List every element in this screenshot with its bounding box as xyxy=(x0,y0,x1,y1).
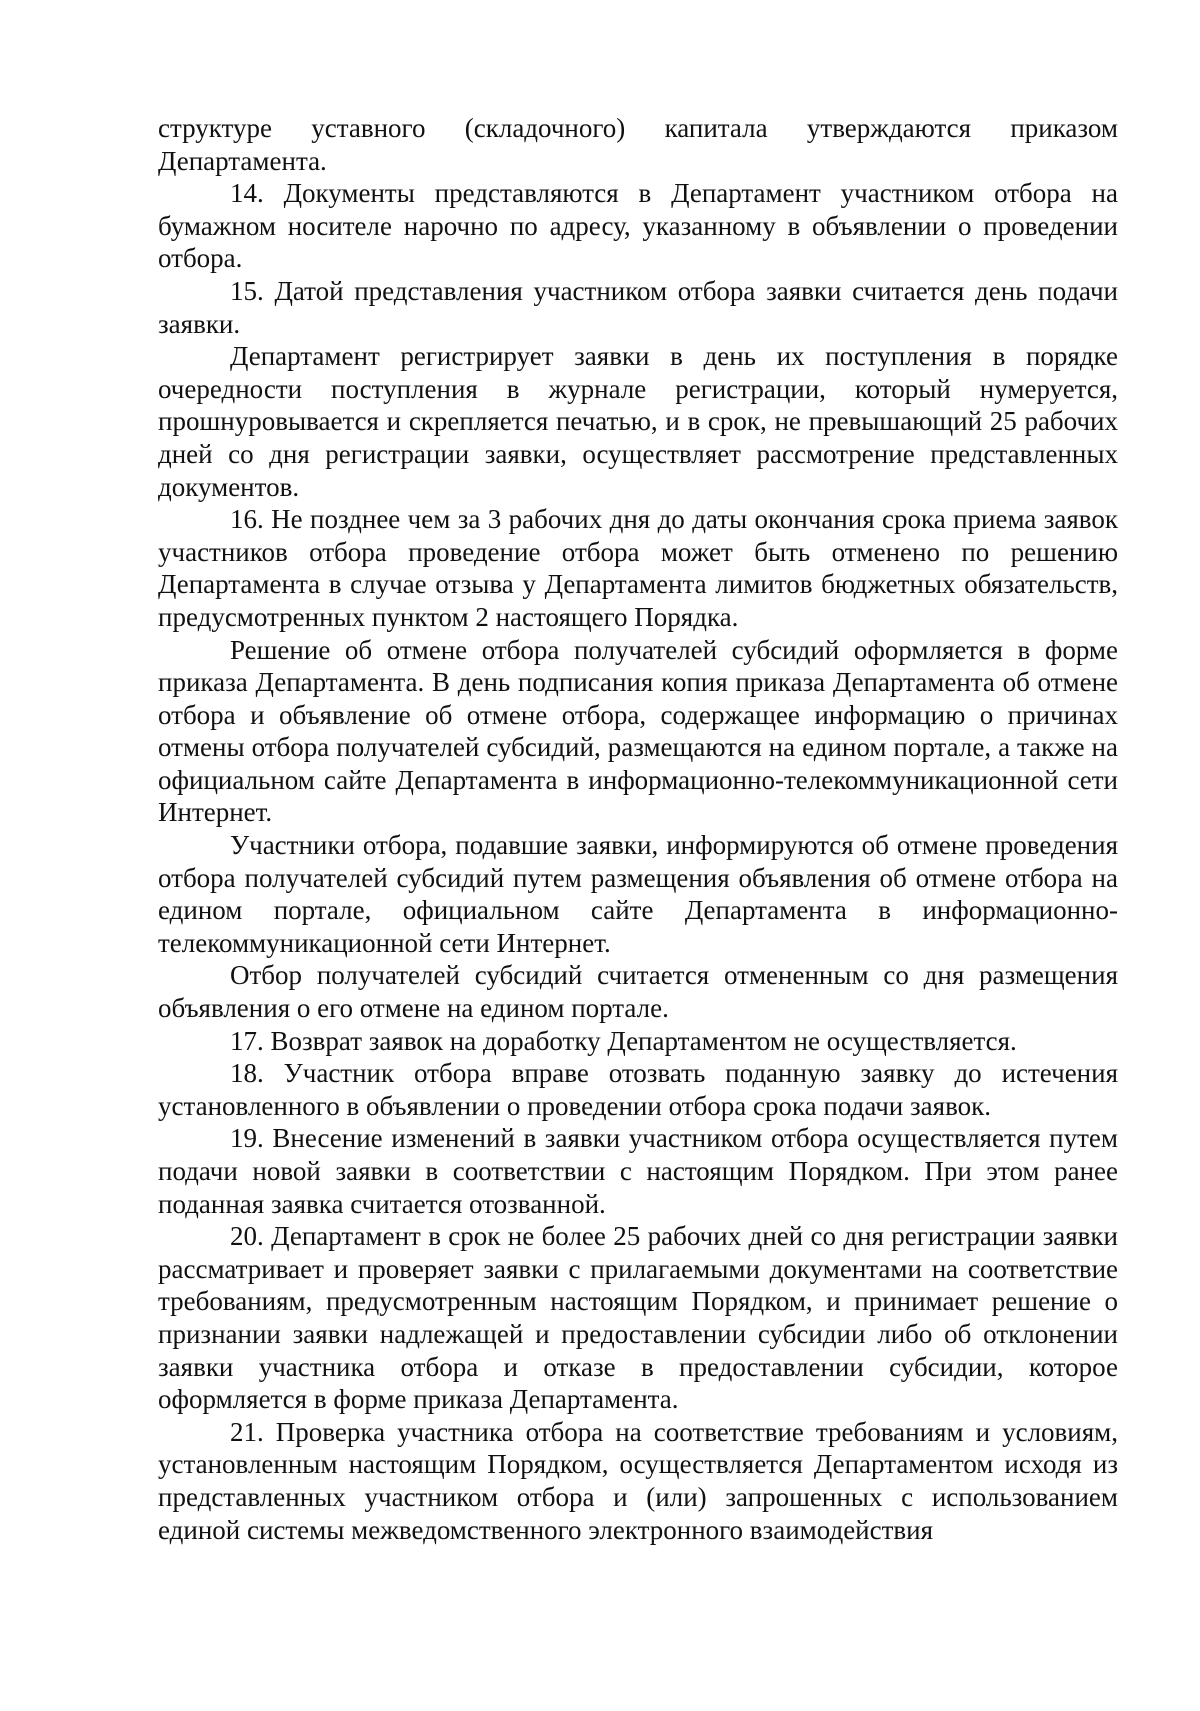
paragraph-item-21: 21. Проверка участника отбора на соответствие требованиям и условиям, установленным настоящим Порядком, осуществляется Департаментом исходя из представленных участником отбора и (или) запрошенных с использованием единой системы межведомственного электронного взаимодействия xyxy=(158,1416,1118,1545)
paragraph-registration: Департамент регистрирует заявки в день их поступления в порядке очередности поступления в журнале регистрации, который нумеруется, прошнуровывается и скрепляется печатью, и в срок, не превышающий 25 рабочих дней со дня регистрации заявки, осуществляет рассмотрение представленных документов. xyxy=(158,341,1118,502)
paragraph-continuation: структуре уставного (складочного) капитала утверждаются приказом Департамента. xyxy=(158,113,1118,176)
paragraph-item-14: 14. Документы представляются в Департамент участником отбора на бумажном носителе нарочно по адресу, указанному в объявлении о проведении отбора. xyxy=(158,178,1118,274)
paragraph-item-18: 18. Участник отбора вправе отозвать поданную заявку до истечения установленного в объявлении о проведении отбора срока подачи заявок. xyxy=(158,1058,1118,1121)
paragraph-item-17: 17. Возврат заявок на доработку Департаментом не осуществляется. xyxy=(230,1025,1017,1056)
paragraph-participants-informed: Участники отбора, подавшие заявки, информируются об отмене проведения отбора получателей субсидий путем размещения объявления об отмене отбора на едином портале, официальном сайте Департамента в информационно-телекоммуникационной сети Интернет. xyxy=(158,830,1118,958)
paragraph-item-19: 19. Внесение изменений в заявки участником отбора осуществляется путем подачи новой заявки в соответствии с настоящим Порядком. При этом ранее поданная заявка считается отозванной. xyxy=(158,1123,1118,1219)
paragraph-item-16: 16. Не позднее чем за 3 рабочих дня до даты окончания срока приема заявок участников отбора проведение отбора может быть отменено по решению Департамента в случае отзыва у Департамента лимитов бюджетных обязательств, предусмотренных пунктом 2 настоящего Порядка. xyxy=(158,504,1118,632)
paragraph-item-20: 20. Департамент в срок не более 25 рабочих дней со дня регистрации заявки рассматривает и проверяет заявки с прилагаемыми документами на соответствие требованиям, предусмотренным настоящим Порядком, и принимает решение о признании заявки надлежащей и предоставлении субсидии либо об отклонении заявки участника отбора и отказе в предоставлении субсидии, которое оформляется в форме приказа Департамента. xyxy=(158,1221,1118,1415)
document-page xyxy=(158,112,1118,1546)
paragraph-cancel-effective: Отбор получателей субсидий считается отмененным со дня размещения объявления о его отмене на едином портале. xyxy=(158,960,1118,1024)
paragraph-cancel-decision: Решение об отмене отбора получателей субсидий оформляется в форме приказа Департамента. В день подписания копия приказа Департамента об отмене отбора и объявление об отмене отбора, содержащее информацию о причинах отмены отбора получателей субсидий, размещаются на едином портале, а также на официальном сайте Департамента в информационно-телекоммуникационной сети Интернет. xyxy=(158,634,1118,828)
paragraph-item-15: 15. Датой представления участником отбора заявки считается день подачи заявки. xyxy=(158,275,1118,339)
